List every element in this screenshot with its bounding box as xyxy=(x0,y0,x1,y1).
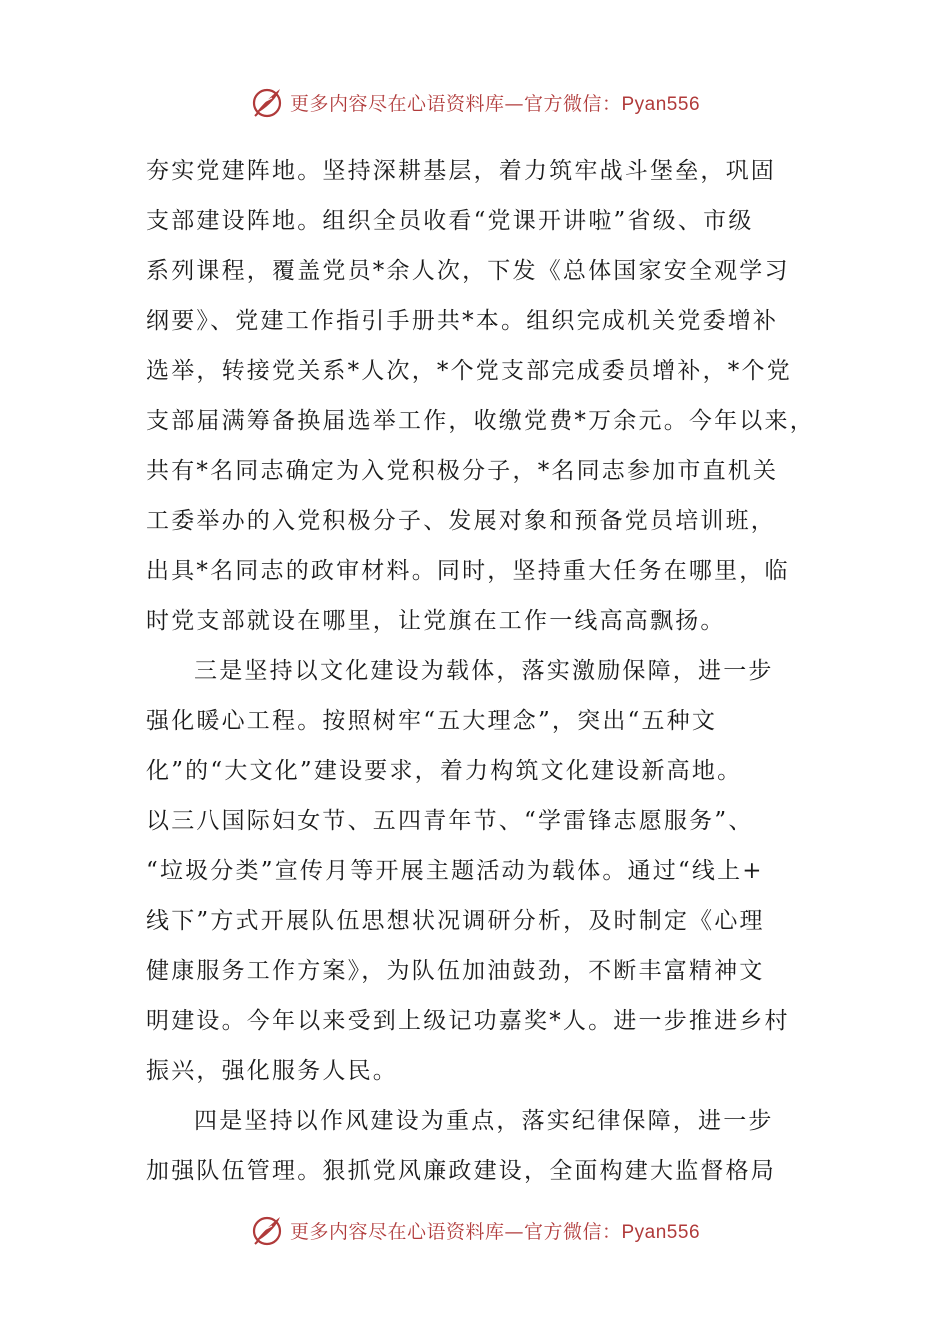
footer-wechat-id: Pyan556 xyxy=(621,1221,701,1243)
body-line: 支部建设阵地。组织全员收看“党课开讲啦”省级、市级 xyxy=(146,208,754,234)
header-wechat-id: Pyan556 xyxy=(621,93,701,115)
header-site-name: 更多内容尽在心语资料库 xyxy=(289,92,505,115)
paragraph-start-line: 四是坚持以作风建设为重点，落实纪律保障，进一步 xyxy=(194,1108,774,1134)
footer-wechat-label: 官方微信： xyxy=(523,1220,622,1243)
body-line: 工委举办的入党积极分子、发展对象和预备党员培训班， xyxy=(146,508,776,534)
body-line: 明建设。今年以来受到上级记功嘉奖*人。进一步推进乡村 xyxy=(146,1008,790,1034)
footer-banner-text xyxy=(290,1217,700,1244)
body-line: 时党支部就设在哪里，让党旗在工作一线高高飘扬。 xyxy=(146,608,726,634)
footer-dash: — xyxy=(504,1220,524,1243)
header-dash: — xyxy=(504,92,524,115)
body-line: 振兴，强化服务人民。 xyxy=(146,1058,398,1084)
footer-site-name: 更多内容尽在心语资料库 xyxy=(289,1220,505,1243)
document-body xyxy=(146,146,818,1196)
body-line: 化”的“大文化”建设要求，着力构筑文化建设新高地。 xyxy=(146,758,743,784)
footer-banner xyxy=(0,1210,950,1250)
header-banner-text xyxy=(290,89,700,116)
body-line: 强化暖心工程。按照树牢“五大理念”，突出“五种文 xyxy=(146,708,718,734)
header-banner xyxy=(0,82,950,122)
body-line: 纲要》、党建工作指引手册共*本。组织完成机关党委增补 xyxy=(146,308,779,334)
quill-pen-icon xyxy=(250,85,284,119)
body-line: 以三八国际妇女节、五四青年节、“学雷锋志愿服务”、 xyxy=(146,808,754,834)
body-line: 共有*名同志确定为入党积极分子，*名同志参加市直机关 xyxy=(146,458,779,484)
body-line: 系列课程，覆盖党员*余人次，下发《总体国家安全观学习 xyxy=(146,258,790,284)
body-line: 支部届满筹备换届选举工作，收缴党费*万余元。今年以来， xyxy=(146,408,815,434)
header-wechat-label: 官方微信： xyxy=(523,92,622,115)
body-line: 选举，转接党关系*人次，*个党支部完成委员增补，*个党 xyxy=(146,358,792,384)
quill-pen-icon xyxy=(250,1213,284,1247)
paragraph-start-line: 三是坚持以文化建设为载体，落实激励保障，进一步 xyxy=(194,658,774,684)
body-line: “垃圾分类”宣传月等开展主题活动为载体。通过“线上+ xyxy=(146,858,764,884)
body-line: 出具*名同志的政审材料。同时，坚持重大任务在哪里，临 xyxy=(146,558,790,584)
body-line: 加强队伍管理。狠抓党风廉政建设，全面构建大监督格局 xyxy=(146,1158,776,1184)
body-line: 线下”方式开展队伍思想状况调研分析，及时制定《心理 xyxy=(146,908,765,934)
body-line: 夯实党建阵地。坚持深耕基层，着力筑牢战斗堡垒，巩固 xyxy=(146,158,776,184)
body-line: 健康服务工作方案》，为队伍加油鼓劲，不断丰富精神文 xyxy=(146,958,765,984)
